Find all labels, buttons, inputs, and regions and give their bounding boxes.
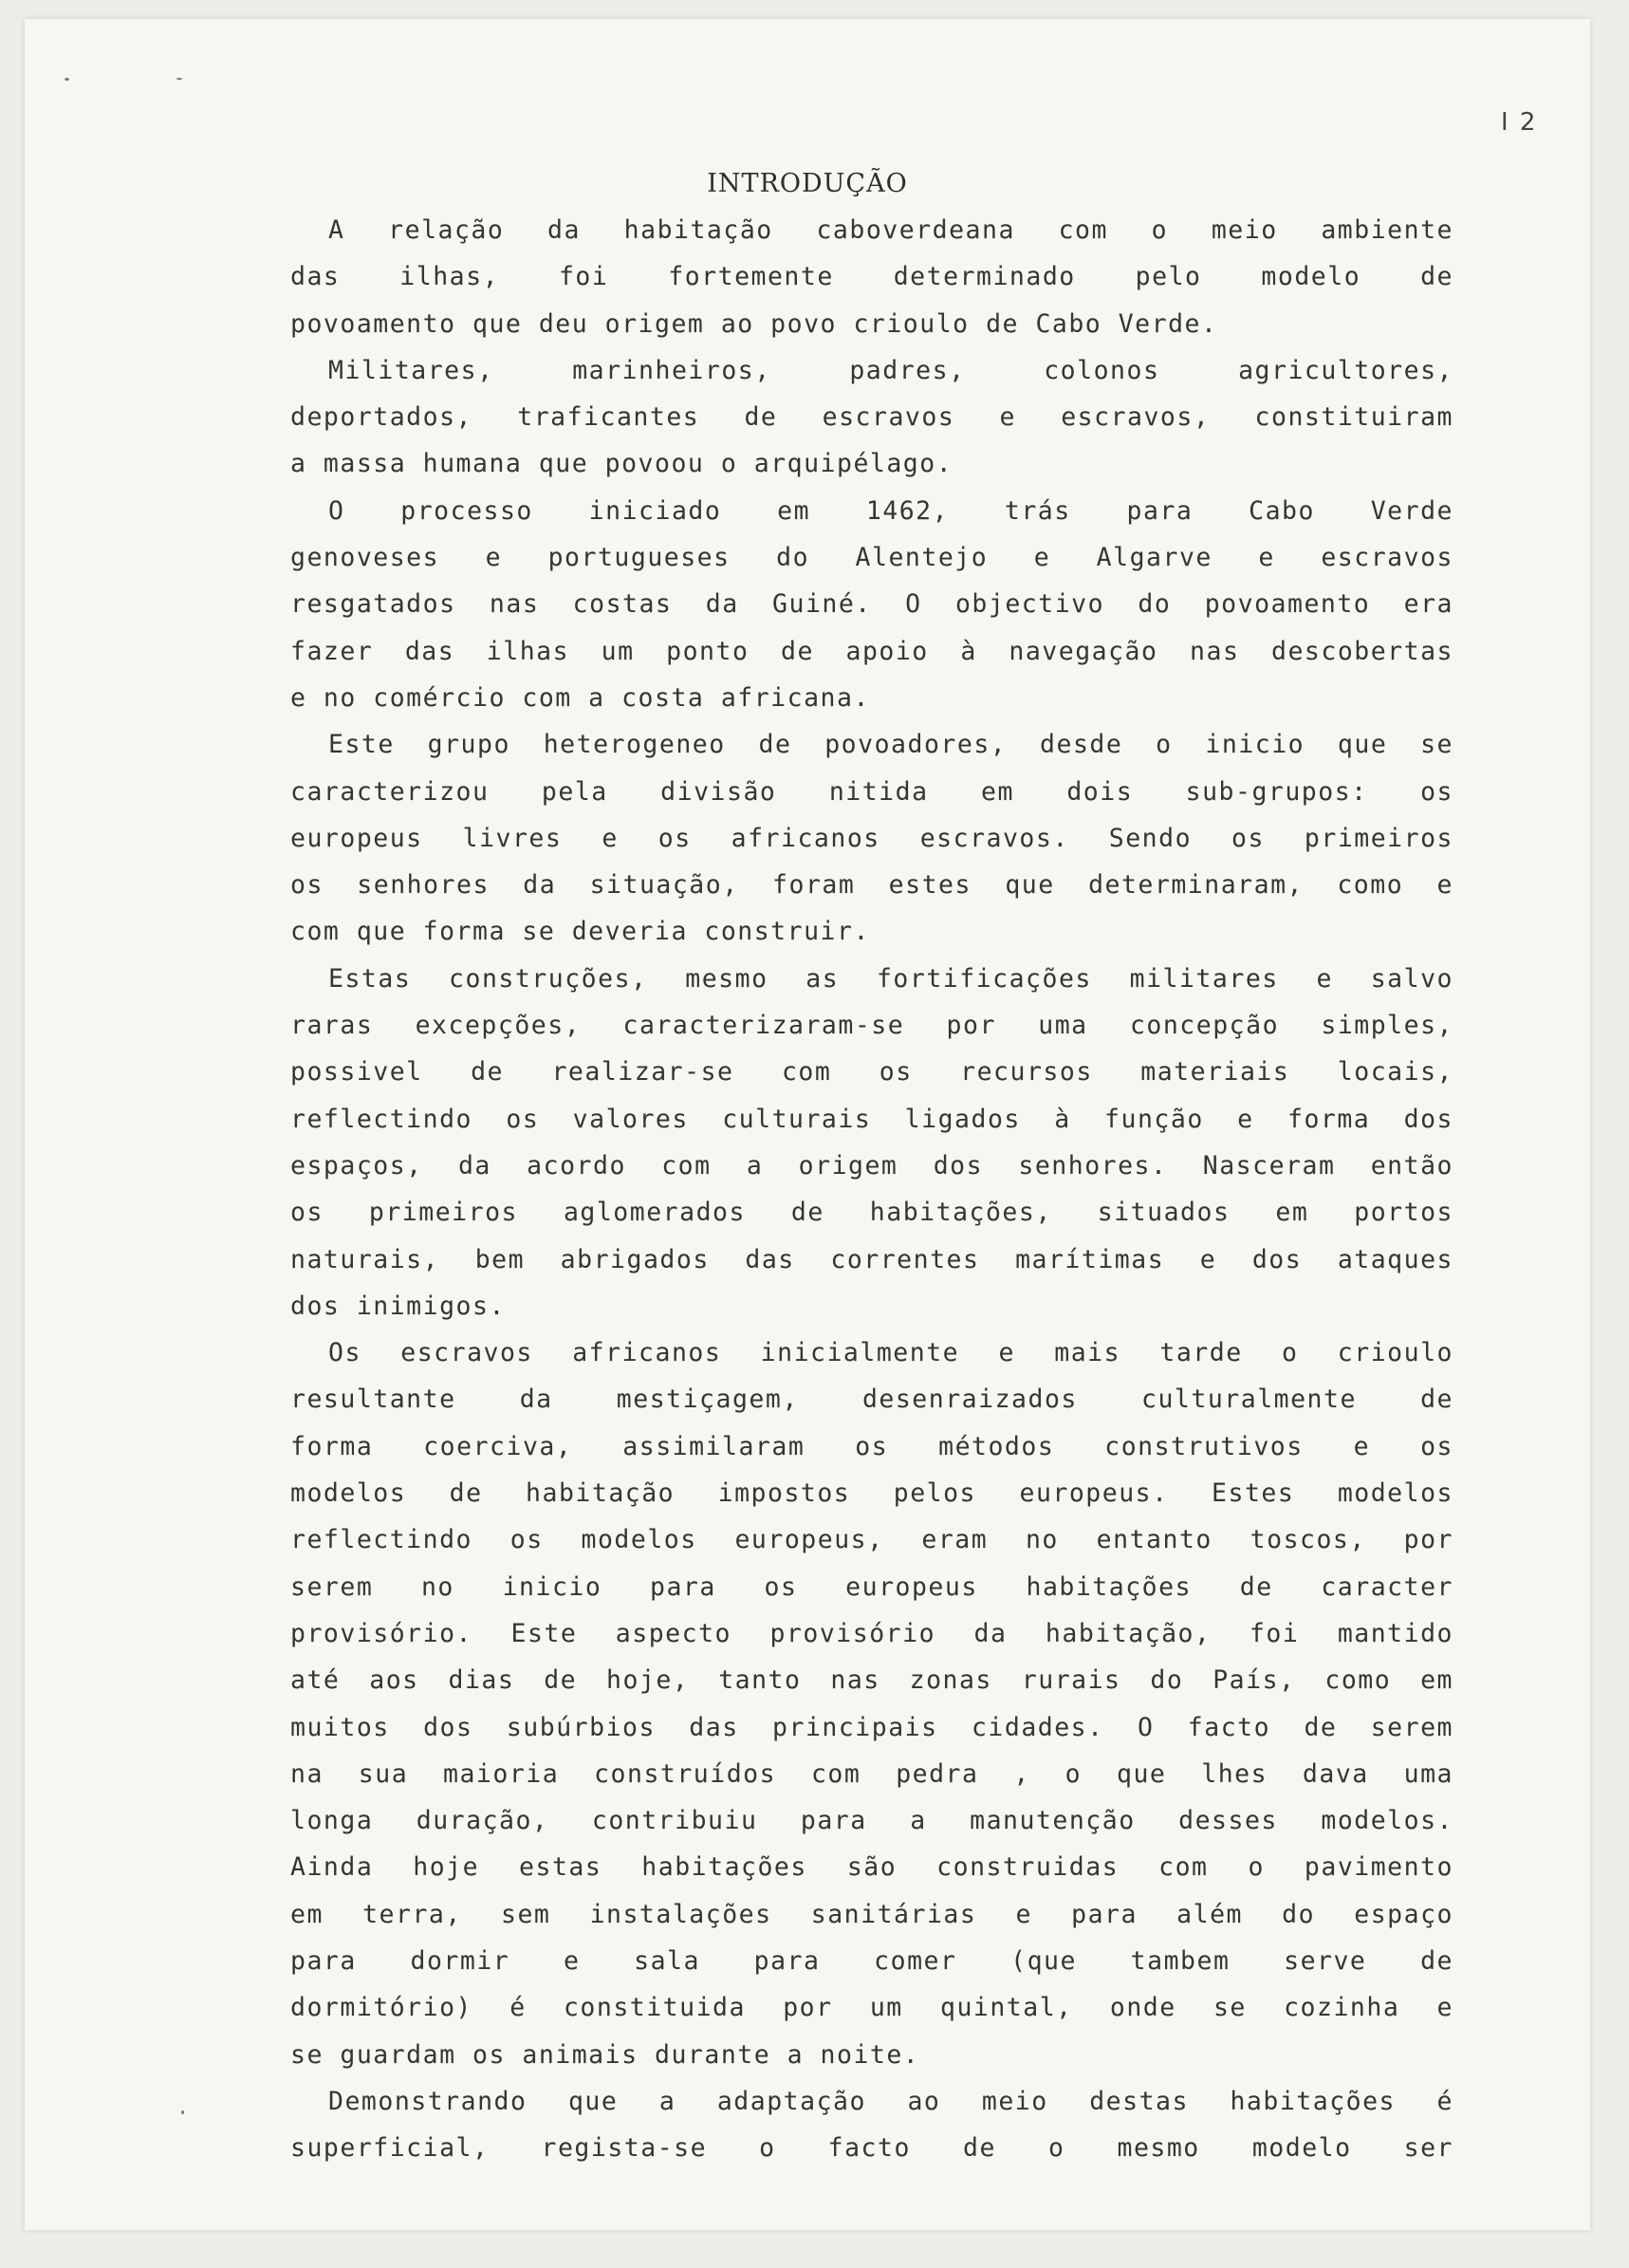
text-line: Ainda hoje estas habitações são construidas com o pavimento: [290, 1852, 1453, 1883]
scan-speck: [65, 78, 69, 81]
scan-speck: [181, 2110, 184, 2114]
paragraph: [290, 207, 1453, 347]
text-line: europeus livres e os africanos escravos. Sendo os primeiros: [290, 823, 1453, 853]
text-line: caracterizou pela divisão nitida em dois sub-grupos: os: [290, 776, 1453, 807]
paragraph: [290, 488, 1453, 721]
text-line: a massa humana que povoou o arquipélago.: [290, 449, 953, 479]
text-line: A relação da habitação caboverdeana com o meio ambiente: [328, 215, 1453, 245]
page-title: INTRODUÇÃO: [707, 169, 908, 198]
text-line: modelos de habitação impostos pelos europeus. Estes modelos: [290, 1478, 1453, 1509]
scan-speck: [176, 78, 182, 80]
text-line: muitos dos subúrbios das principais cidades. O facto de serem: [290, 1712, 1453, 1742]
text-line: para dormir e sala para comer (que tambem serve de: [290, 1945, 1453, 1976]
text-line: Estas construções, mesmo as fortificações militares e salvo: [328, 963, 1453, 994]
text-line: espaços, da acordo com a origem dos senhores. Nasceram então: [290, 1150, 1453, 1180]
text-line: e no comércio com a costa africana.: [290, 682, 870, 713]
text-line: naturais, bem abrigados das correntes marítimas e dos ataques: [290, 1244, 1453, 1274]
text-line: os primeiros aglomerados de habitações, situados em portos: [290, 1198, 1453, 1228]
text-line: Militares, marinheiros, padres, colonos agricultores,: [328, 355, 1453, 385]
text-line: Demonstrando que a adaptação ao meio destas habitações é: [328, 2086, 1453, 2116]
text-line: dormitório) é constituida por um quintal, onde se cozinha e: [290, 1993, 1453, 2023]
paragraph: [290, 347, 1453, 488]
text-line: raras excepções, caracterizaram-se por uma concepção simples,: [290, 1011, 1453, 1041]
text-line: reflectindo os modelos europeus, eram no entanto toscos, por: [290, 1525, 1453, 1555]
paragraph: [290, 721, 1453, 955]
text-line: serem no inicio para os europeus habitações de caracter: [290, 1571, 1453, 1602]
paragraph: [290, 2078, 1453, 2172]
paper-sheet: [25, 19, 1590, 2230]
text-line: dos inimigos.: [290, 1291, 506, 1321]
text-line: até aos dias de hoje, tanto nas zonas rurais do País, como em: [290, 1665, 1453, 1696]
text-line: forma coerciva, assimilaram os métodos construtivos e os: [290, 1431, 1453, 1461]
text-line: das ilhas, foi fortemente determinado pelo modelo de: [290, 262, 1453, 292]
page-number-mark: I 2: [1501, 108, 1538, 137]
text-line: com que forma se deveria construir.: [290, 917, 870, 947]
text-line: longa duração, contribuiu para a manutenção desses modelos.: [290, 1806, 1453, 1836]
text-line: povoamento que deu origem ao povo crioulo de Cabo Verde.: [290, 308, 1218, 339]
paragraph: [290, 956, 1453, 1329]
text-line: superficial, regista-se o facto de o mesmo modelo ser: [290, 2133, 1453, 2164]
text-line: na sua maioria construídos com pedra , o que lhes dava uma: [290, 1758, 1453, 1789]
text-line: se guardam os animais durante a noite.: [290, 2039, 920, 2070]
text-line: resgatados nas costas da Guiné. O objectivo do povoamento era: [290, 589, 1453, 620]
text-line: provisório. Este aspecto provisório da habitação, foi mantido: [290, 1618, 1453, 1648]
text-line: Os escravos africanos inicialmente e mais tarde o crioulo: [328, 1338, 1453, 1368]
text-line: os senhores da situação, foram estes que determinaram, como e: [290, 870, 1453, 901]
text-line: fazer das ilhas um ponto de apoio à navegação nas descobertas: [290, 636, 1453, 666]
text-line: Este grupo heterogeneo de povoadores, desde o inicio que se: [328, 730, 1453, 760]
text-line: em terra, sem instalações sanitárias e para além do espaço: [290, 1899, 1453, 1929]
text-line: deportados, traficantes de escravos e escravos, constituiram: [290, 402, 1453, 433]
document-body: [290, 207, 1453, 2171]
text-line: genoveses e portugueses do Alentejo e Algarve e escravos: [290, 543, 1453, 573]
paragraph: [290, 1329, 1453, 2078]
text-line: O processo iniciado em 1462, trás para Cabo Verde: [328, 495, 1453, 526]
text-line: possivel de realizar-se com os recursos materiais locais,: [290, 1057, 1453, 1088]
text-line: resultante da mestiçagem, desenraizados culturalmente de: [290, 1385, 1453, 1415]
text-line: reflectindo os valores culturais ligados à função e forma dos: [290, 1104, 1453, 1134]
